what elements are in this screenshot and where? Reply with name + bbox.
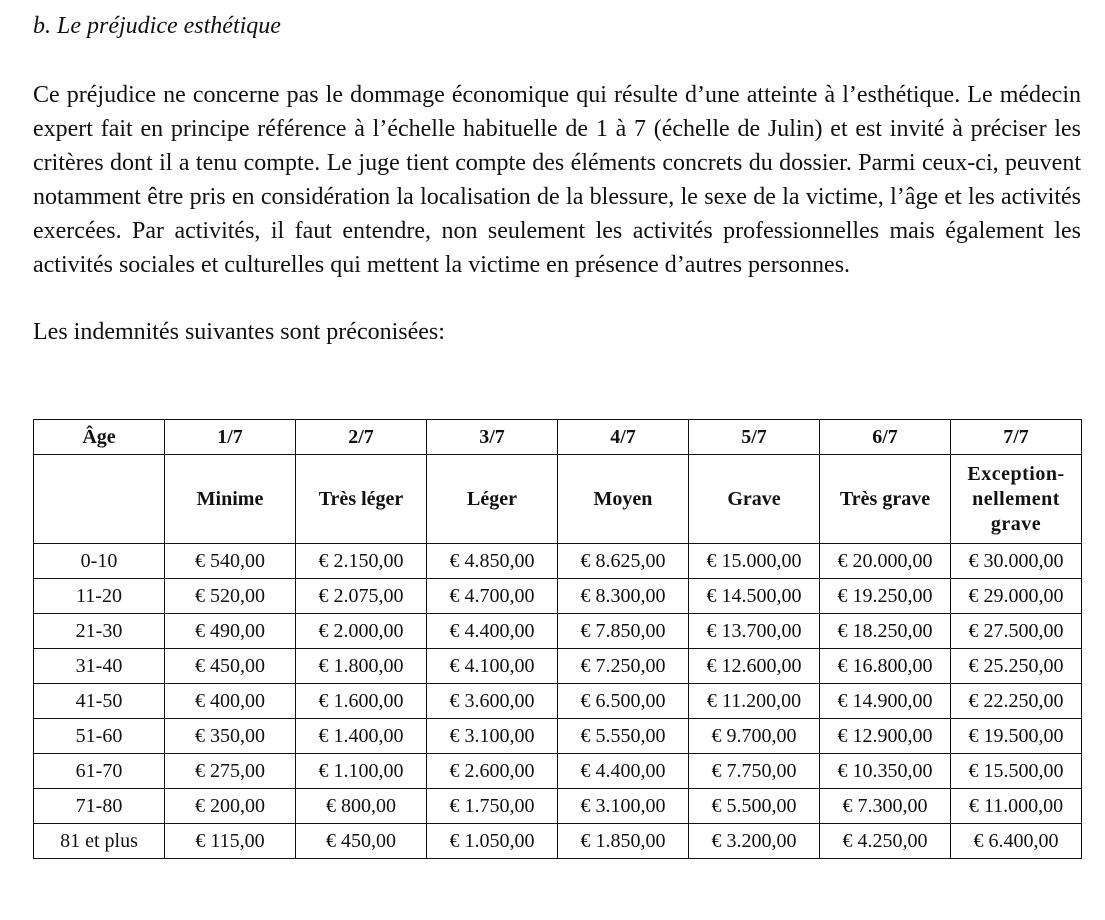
indemnity-cell: € 2.000,00	[296, 614, 427, 649]
indemnity-cell: € 2.075,00	[296, 579, 427, 614]
table-row	[34, 614, 1082, 649]
indemnity-cell: € 400,00	[165, 684, 296, 719]
severity-header-exceptionnellement-grave: Exception-nellement grave	[951, 455, 1082, 544]
indemnity-cell: € 1.750,00	[427, 789, 558, 824]
indemnity-cell: € 115,00	[165, 824, 296, 859]
indemnity-cell: € 9.700,00	[689, 719, 820, 754]
indemnity-cell: € 7.750,00	[689, 754, 820, 789]
table-row	[34, 719, 1082, 754]
indemnity-cell: € 5.500,00	[689, 789, 820, 824]
indemnity-cell: € 490,00	[165, 614, 296, 649]
indemnity-cell: € 11.200,00	[689, 684, 820, 719]
indemnity-table	[33, 419, 1082, 859]
table-row	[34, 754, 1082, 789]
indemnity-cell: € 4.250,00	[820, 824, 951, 859]
document-page	[33, 10, 1081, 852]
col-header-5-7: 5/7	[689, 420, 820, 455]
indemnity-cell: € 7.250,00	[558, 649, 689, 684]
indemnity-cell: € 29.000,00	[951, 579, 1082, 614]
age-range-cell: 41-50	[34, 684, 165, 719]
table-row	[34, 579, 1082, 614]
severity-header-tres-grave: Très grave	[820, 455, 951, 544]
age-range-cell: 21-30	[34, 614, 165, 649]
age-range-cell: 51-60	[34, 719, 165, 754]
table-intro: Les indemnités suivantes sont préconisées:	[33, 319, 445, 345]
indemnity-cell: € 15.500,00	[951, 754, 1082, 789]
indemnity-cell: € 3.200,00	[689, 824, 820, 859]
indemnity-cell: € 1.850,00	[558, 824, 689, 859]
col-header-3-7: 3/7	[427, 420, 558, 455]
indemnity-cell: € 2.150,00	[296, 544, 427, 579]
indemnity-cell: € 7.850,00	[558, 614, 689, 649]
indemnity-cell: € 18.250,00	[820, 614, 951, 649]
indemnity-cell: € 20.000,00	[820, 544, 951, 579]
col-header-7-7: 7/7	[951, 420, 1082, 455]
age-range-cell: 61-70	[34, 754, 165, 789]
table-row	[34, 544, 1082, 579]
severity-header-leger: Léger	[427, 455, 558, 544]
indemnity-cell: € 8.300,00	[558, 579, 689, 614]
age-range-cell: 31-40	[34, 649, 165, 684]
indemnity-cell: € 6.400,00	[951, 824, 1082, 859]
indemnity-cell: € 19.500,00	[951, 719, 1082, 754]
indemnity-cell: € 1.800,00	[296, 649, 427, 684]
indemnity-cell: € 12.600,00	[689, 649, 820, 684]
table-row	[34, 789, 1082, 824]
indemnity-cell: € 6.500,00	[558, 684, 689, 719]
indemnity-cell: € 350,00	[165, 719, 296, 754]
col-header-1-7: 1/7	[165, 420, 296, 455]
indemnity-cell: € 450,00	[165, 649, 296, 684]
severity-header-minime: Minime	[165, 455, 296, 544]
indemnity-cell: € 200,00	[165, 789, 296, 824]
indemnity-cell: € 3.100,00	[427, 719, 558, 754]
indemnity-cell: € 25.250,00	[951, 649, 1082, 684]
indemnity-cell: € 10.350,00	[820, 754, 951, 789]
table-row	[34, 684, 1082, 719]
indemnity-cell: € 14.900,00	[820, 684, 951, 719]
section-heading: b. Le préjudice esthétique	[33, 13, 281, 39]
indemnity-cell: € 30.000,00	[951, 544, 1082, 579]
indemnity-cell: € 4.700,00	[427, 579, 558, 614]
indemnity-cell: € 1.100,00	[296, 754, 427, 789]
severity-header-tres-leger: Très léger	[296, 455, 427, 544]
indemnity-cell: € 4.100,00	[427, 649, 558, 684]
age-range-cell: 81 et plus	[34, 824, 165, 859]
indemnity-cell: € 540,00	[165, 544, 296, 579]
body-paragraph: Ce préjudice ne concerne pas le dommage économique qui résulte d’une atteinte à l’esthétique. Le médecin expert fait en principe référence à l’échelle habituelle de 1 à 7 (échelle de Julin) et est invité à préciser les critères dont il a tenu compte. Le juge tient compte des éléments concrets du dossier. Parmi ceux-ci, peuvent notamment être pris en considération la localisation de la blessure, le sexe de la victime, l’âge et les activités exercées. Par activités, il faut entendre, non seulement les activités professionnelles mais également les activités sociales et culturelles qui mettent la victime en présence d’autres personnes.	[33, 82, 1081, 278]
table-row	[34, 649, 1082, 684]
indemnity-cell: € 4.400,00	[427, 614, 558, 649]
col-header-4-7: 4/7	[558, 420, 689, 455]
table-header-row-severity	[34, 455, 1082, 544]
col-header-age: Âge	[34, 420, 165, 455]
indemnity-cell: € 1.400,00	[296, 719, 427, 754]
col-header-2-7: 2/7	[296, 420, 427, 455]
indemnity-cell: € 4.850,00	[427, 544, 558, 579]
col-header-6-7: 6/7	[820, 420, 951, 455]
indemnity-cell: € 5.550,00	[558, 719, 689, 754]
indemnity-cell: € 12.900,00	[820, 719, 951, 754]
indemnity-cell: € 7.300,00	[820, 789, 951, 824]
indemnity-cell: € 520,00	[165, 579, 296, 614]
indemnity-cell: € 19.250,00	[820, 579, 951, 614]
severity-header-empty	[34, 455, 165, 544]
age-range-cell: 71-80	[34, 789, 165, 824]
table-body	[34, 544, 1082, 859]
indemnity-cell: € 8.625,00	[558, 544, 689, 579]
indemnity-cell: € 11.000,00	[951, 789, 1082, 824]
age-range-cell: 11-20	[34, 579, 165, 614]
severity-header-moyen: Moyen	[558, 455, 689, 544]
indemnity-cell: € 27.500,00	[951, 614, 1082, 649]
indemnity-cell: € 800,00	[296, 789, 427, 824]
indemnity-cell: € 16.800,00	[820, 649, 951, 684]
indemnity-cell: € 22.250,00	[951, 684, 1082, 719]
indemnity-cell: € 14.500,00	[689, 579, 820, 614]
indemnity-cell: € 1.600,00	[296, 684, 427, 719]
indemnity-cell: € 450,00	[296, 824, 427, 859]
age-range-cell: 0-10	[34, 544, 165, 579]
severity-header-grave: Grave	[689, 455, 820, 544]
indemnity-cell: € 1.050,00	[427, 824, 558, 859]
indemnity-cell: € 275,00	[165, 754, 296, 789]
indemnity-cell: € 4.400,00	[558, 754, 689, 789]
indemnity-cell: € 3.600,00	[427, 684, 558, 719]
indemnity-cell: € 3.100,00	[558, 789, 689, 824]
indemnity-cell: € 15.000,00	[689, 544, 820, 579]
table-row	[34, 824, 1082, 859]
indemnity-cell: € 2.600,00	[427, 754, 558, 789]
indemnity-cell: € 13.700,00	[689, 614, 820, 649]
table-header-row-scale	[34, 420, 1082, 455]
